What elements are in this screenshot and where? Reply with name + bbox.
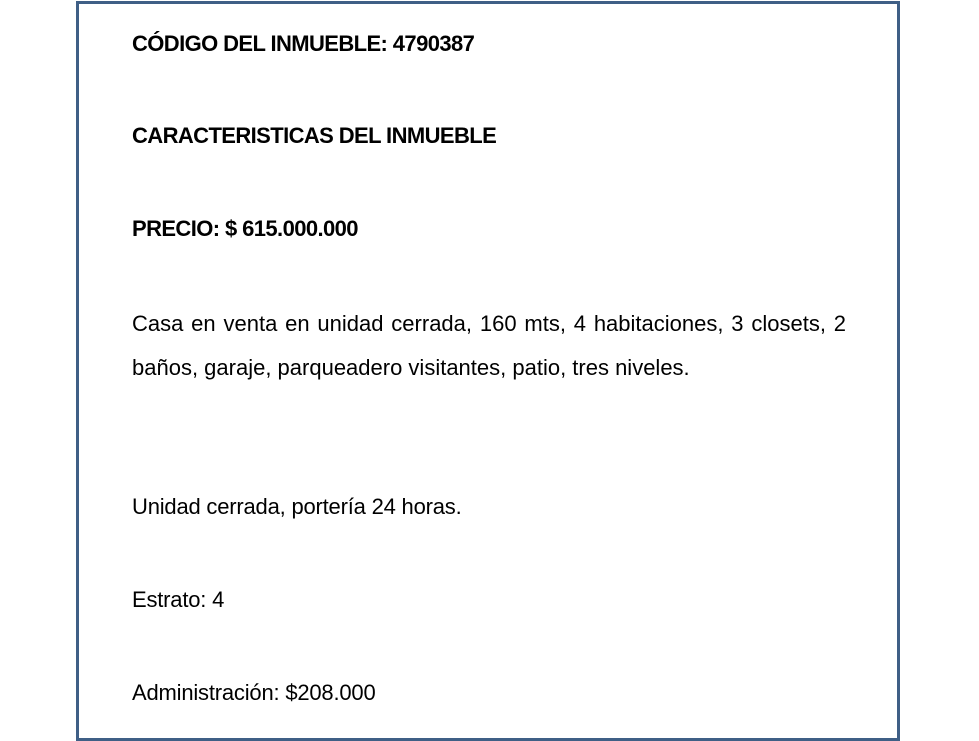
codigo-line (132, 31, 474, 57)
administracion-value: $208.000 (285, 680, 376, 705)
administracion-label: Administración: (132, 680, 280, 705)
precio-label: PRECIO: (132, 216, 220, 241)
unidad-line: Unidad cerrada, portería 24 horas. (132, 494, 462, 519)
description-paragraph: Casa en venta en unidad cerrada, 160 mts, 4 habitaciones, 3 closets, 2 baños, garaje, parqueadero visitantes, patio, tres niveles. (132, 311, 846, 380)
estrato-line (132, 587, 224, 613)
administracion-line (132, 680, 376, 706)
precio-line (132, 216, 358, 242)
precio-value: $ 615.000.000 (225, 216, 358, 241)
codigo-value: 4790387 (392, 31, 475, 56)
codigo-label: CÓDIGO DEL INMUEBLE: (132, 31, 388, 56)
caracteristicas-heading: CARACTERISTICAS DEL INMUEBLE (132, 123, 497, 148)
estrato-label: Estrato: (132, 587, 207, 612)
estrato-value: 4 (212, 587, 225, 612)
